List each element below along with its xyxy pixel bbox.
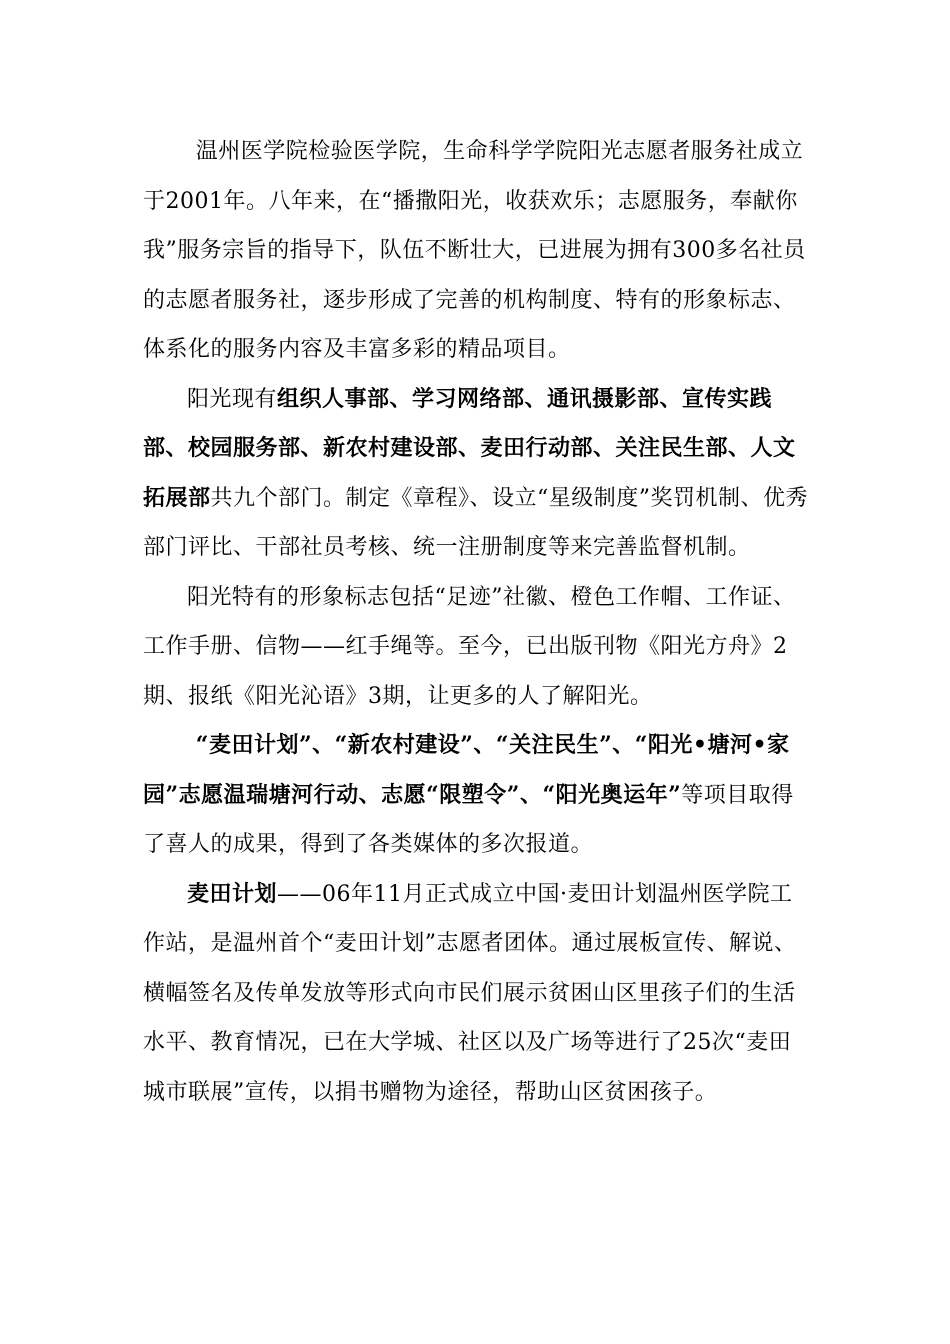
- paragraph-departments: [143, 375, 811, 573]
- maitian-text: ——06年11月正式成立中国·麦田计划温州医学院工作站，是温州首个“麦田计划”志愿者团体。通过展板宣传、解说、横幅签名及传单发放等形式向市民们展示贫困山区里孩子们的生活水平、教育情况，已在大学城、社区以及广场等进行了25次“麦田城市联展”宣传，以捐书赠物为途径，帮助山区贫困孩子。: [143, 881, 797, 1105]
- intro-text: 温州医学院检验医学院，生命科学学院阳光志愿者服务社成立于2001年。八年来，在“播撒阳光，收获欢乐；志愿服务，奉献你我”服务宗旨的指导下，队伍不断壮大，已进展为拥有300多名社员的志愿者服务社，逐步形成了完善的机构制度、特有的形象标志、体系化的服务内容及丰富多彩的精品项目。: [143, 139, 806, 362]
- departments-list: 组织人事部、学习网络部、通讯摄影部、宣传实践部、校园服务部、新农村建设部、麦田行动部、关注民生部、人文拓展部: [143, 385, 796, 511]
- symbols-text: 阳光特有的形象标志包括“足迹”社徽、橙色工作帽、工作证、工作手册、信物——红手绳等。至今，已出版刊物《阳光方舟》2期、报纸《阳光沁语》3期，让更多的人了解阳光。: [143, 584, 796, 709]
- departments-lead: 阳光现有: [187, 386, 278, 412]
- document-body: [143, 127, 811, 1117]
- paragraph-intro: [143, 127, 811, 375]
- maitian-heading: 麦田计划: [187, 880, 278, 907]
- projects-list: “麦田计划”、“新农村建设”、“关注民生”、“阳光•塘河•家园”志愿温瑞塘河行动、志愿“限塑令”、“阳光奥运年”: [143, 732, 790, 808]
- paragraph-projects: [143, 721, 811, 870]
- projects-tail: 等项目取得了喜人的成果，得到了各类媒体的多次报道。: [143, 782, 794, 857]
- paragraph-maitian: [143, 870, 811, 1118]
- departments-tail: 共九个部门。制定《章程》、设立“星级制度”奖罚机制、优秀部门评比、干部社员考核、统一注册制度等来完善监督机制。: [143, 485, 809, 560]
- paragraph-symbols: [143, 573, 811, 722]
